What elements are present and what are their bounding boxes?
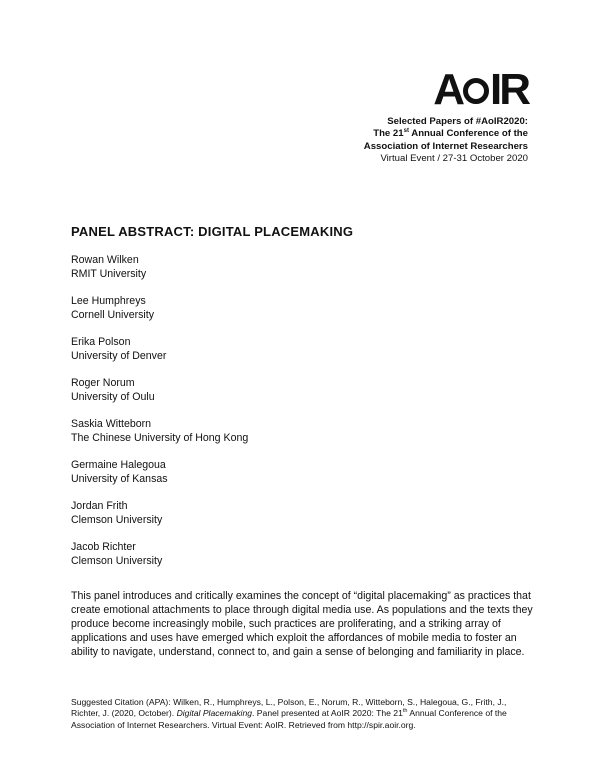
- author-affiliation: Clemson University: [71, 555, 163, 567]
- author-entry: [71, 458, 248, 486]
- author-affiliation: RMIT University: [71, 268, 147, 280]
- author-name: Roger Norum: [71, 377, 135, 389]
- logo-o-ring: [463, 78, 489, 104]
- abstract-paragraph: This panel introduces and critically examines the concept of “digital placemaking” as practices that create emotional attachments to place through digital media use. As populations and the texts they produce become increasingly mobile, such practices are proliferating, and a striking array of applications and uses have emerged which exploit the affordances of mobile media to foster an ability to navigate, understand, connect to, and gain a sense of belonging and familiarity in place.: [71, 590, 533, 658]
- author-name: Germaine Halegoua: [71, 459, 166, 471]
- author-affiliation: Cornell University: [71, 309, 155, 321]
- author-entry: [71, 499, 248, 527]
- author-list: [71, 253, 248, 581]
- header-line-selected-papers: Selected Papers of #AoIR2020:: [387, 116, 528, 127]
- author-affiliation: University of Kansas: [71, 473, 168, 485]
- author-name: Lee Humphreys: [71, 295, 146, 307]
- author-entry: [71, 335, 248, 363]
- author-affiliation: Clemson University: [71, 514, 163, 526]
- author-name: Rowan Wilken: [71, 254, 139, 266]
- author-entry: [71, 294, 248, 322]
- paper-title: PANEL ABSTRACT: DIGITAL PLACEMAKING: [71, 224, 354, 239]
- author-name: Jordan Frith: [71, 500, 128, 512]
- header-line-conference: The 21st Annual Conference of the: [373, 128, 528, 140]
- author-name: Erika Polson: [71, 336, 131, 348]
- suggested-citation: Suggested Citation (APA): Wilken, R., Humphreys, L., Polson, E., Norum, R., Witteborn, S., Halegoua, G., Frith, J., Richter, J. (2020, October). Digital Placemaking. Panel presented at AoIR 2020: The 21th Annual Conference of the Association of Internet Researchers. Virtual Event: AoIR. Retrieved from http://spir.aoir.org.: [71, 697, 507, 730]
- author-entry: [71, 376, 248, 404]
- author-name: Saskia Witteborn: [71, 418, 152, 430]
- author-affiliation: The Chinese University of Hong Kong: [71, 432, 249, 444]
- author-affiliation: University of Oulu: [71, 391, 155, 403]
- author-entry: [71, 540, 248, 568]
- author-entry: [71, 253, 248, 281]
- header-line-event: Virtual Event / 27-31 October 2020: [380, 153, 528, 165]
- author-affiliation: University of Denver: [71, 350, 167, 362]
- header-line-association: Association of Internet Researchers: [363, 140, 528, 152]
- author-name: Jacob Richter: [71, 541, 136, 553]
- author-entry: [71, 417, 248, 445]
- conference-header: [364, 116, 528, 166]
- aoir-logo: A IR: [433, 65, 528, 114]
